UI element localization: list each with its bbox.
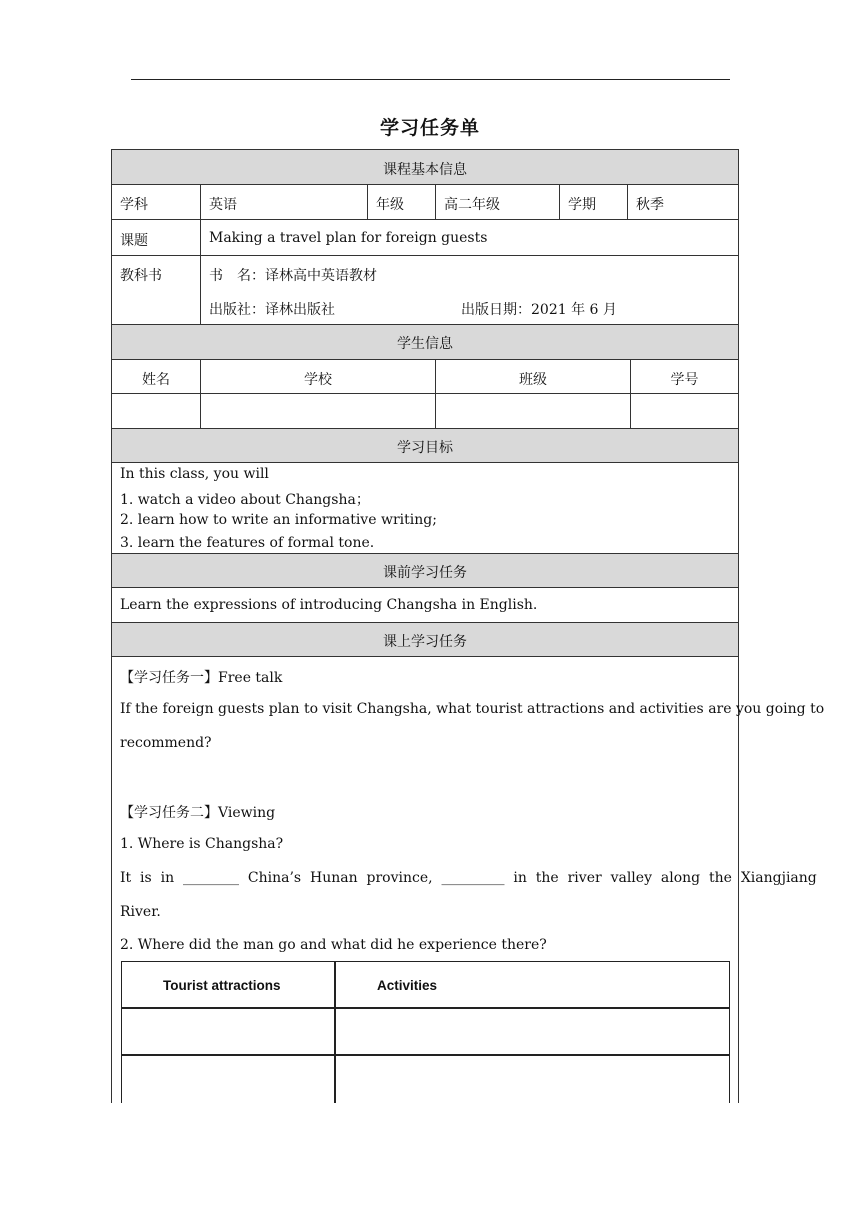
term-value-cell — [628, 185, 738, 219]
textbook-label: 教科书 — [120, 268, 162, 284]
course-info-header — [112, 150, 738, 185]
course-meta-row — [112, 185, 738, 220]
grade-label: 年级 — [376, 197, 404, 213]
course-info-header-label: 课程基本信息 — [383, 162, 467, 178]
publisher-line: 出版社：译林出版社 — [209, 302, 335, 318]
objectives-header-label: 学习目标 — [397, 440, 453, 456]
objective-line: 3. learn the features of formal tone. — [120, 535, 375, 551]
preclass-header — [112, 554, 738, 588]
class-input-cell[interactable] — [436, 394, 631, 428]
student-id-input-cell[interactable] — [631, 394, 738, 428]
inclass-header — [112, 623, 738, 657]
topic-label: 课题 — [120, 233, 148, 249]
topic-row — [112, 220, 738, 256]
student-info-header-label: 学生信息 — [397, 336, 453, 352]
inclass-header-label: 课上学习任务 — [383, 634, 467, 650]
book-name-line: 书 名：译林高中英语教材 — [209, 268, 377, 284]
student-id-column-label: 学号 — [670, 372, 699, 388]
subject-value: 英语 — [209, 197, 237, 213]
objectives-header — [112, 429, 738, 463]
subject-label: 学科 — [120, 197, 148, 213]
table-row[interactable] — [122, 1009, 729, 1056]
objective-line: 1. watch a video about Changsha； — [120, 492, 370, 508]
preclass-header-label: 课前学习任务 — [383, 565, 467, 581]
objectives-body — [112, 463, 738, 554]
task1-question-line2: recommend? — [120, 735, 212, 751]
student-id-column-cell — [631, 360, 738, 393]
student-input-row — [112, 394, 738, 429]
page-title: 学习任务单 — [379, 117, 480, 139]
task2-question2: 2. Where did the man go and what did he experience there? — [120, 937, 547, 953]
tourist-attractions-header: Tourist attractions — [163, 978, 281, 993]
preclass-task-text: Learn the expressions of introducing Changsha in English. — [120, 597, 538, 613]
worksheet-table — [111, 149, 825, 1103]
student-info-header — [112, 325, 738, 360]
activities-header: Activities — [377, 978, 438, 993]
attractions-activities-table — [121, 961, 730, 1103]
textbook-value-cell — [201, 256, 738, 324]
task2-title: 【学习任务二】Viewing — [120, 805, 276, 821]
task1-question-line1: If the foreign guests plan to visit Changsha, what tourist attractions and activities are you going to — [120, 701, 825, 717]
task2-fill-in-line1: It is in ________ China’s Hunan province, _________ in the river valley along the Xiangjiang — [120, 870, 817, 886]
school-input-cell[interactable] — [201, 394, 436, 428]
objective-line: 2. learn how to write an informative writing; — [120, 512, 437, 528]
task1-title: 【学习任务一】Free talk — [120, 670, 283, 686]
term-label: 学期 — [568, 197, 596, 213]
subject-value-cell — [201, 185, 368, 219]
class-column-label: 班级 — [519, 372, 547, 388]
header-rule — [131, 79, 730, 80]
class-column-cell — [436, 360, 631, 393]
task2-question1: 1. Where is Changsha? — [120, 836, 284, 852]
preclass-body — [112, 588, 738, 623]
textbook-row — [112, 256, 738, 325]
topic-label-cell — [112, 220, 201, 255]
objective-line: In this class, you will — [120, 466, 269, 482]
student-columns-row — [112, 360, 738, 394]
name-column-label: 姓名 — [142, 372, 170, 388]
term-label-cell — [560, 185, 628, 219]
grade-label-cell — [368, 185, 436, 219]
table-header-row — [122, 962, 729, 1009]
topic-value-cell — [201, 220, 738, 255]
school-column-cell — [201, 360, 436, 393]
grade-value-cell — [436, 185, 560, 219]
topic-value: Making a travel plan for foreign guests — [209, 230, 488, 246]
name-input-cell[interactable] — [112, 394, 201, 428]
task2-fill-in-line2: River. — [120, 904, 161, 920]
term-value: 秋季 — [636, 197, 664, 213]
grade-value: 高二年级 — [444, 197, 500, 213]
publish-date-line: 出版日期：2021 年 6 月 — [461, 302, 617, 318]
table-row[interactable] — [122, 1056, 729, 1104]
textbook-label-cell — [112, 256, 201, 324]
name-column-cell — [112, 360, 201, 393]
school-column-label: 学校 — [304, 372, 332, 388]
subject-label-cell — [112, 185, 201, 219]
